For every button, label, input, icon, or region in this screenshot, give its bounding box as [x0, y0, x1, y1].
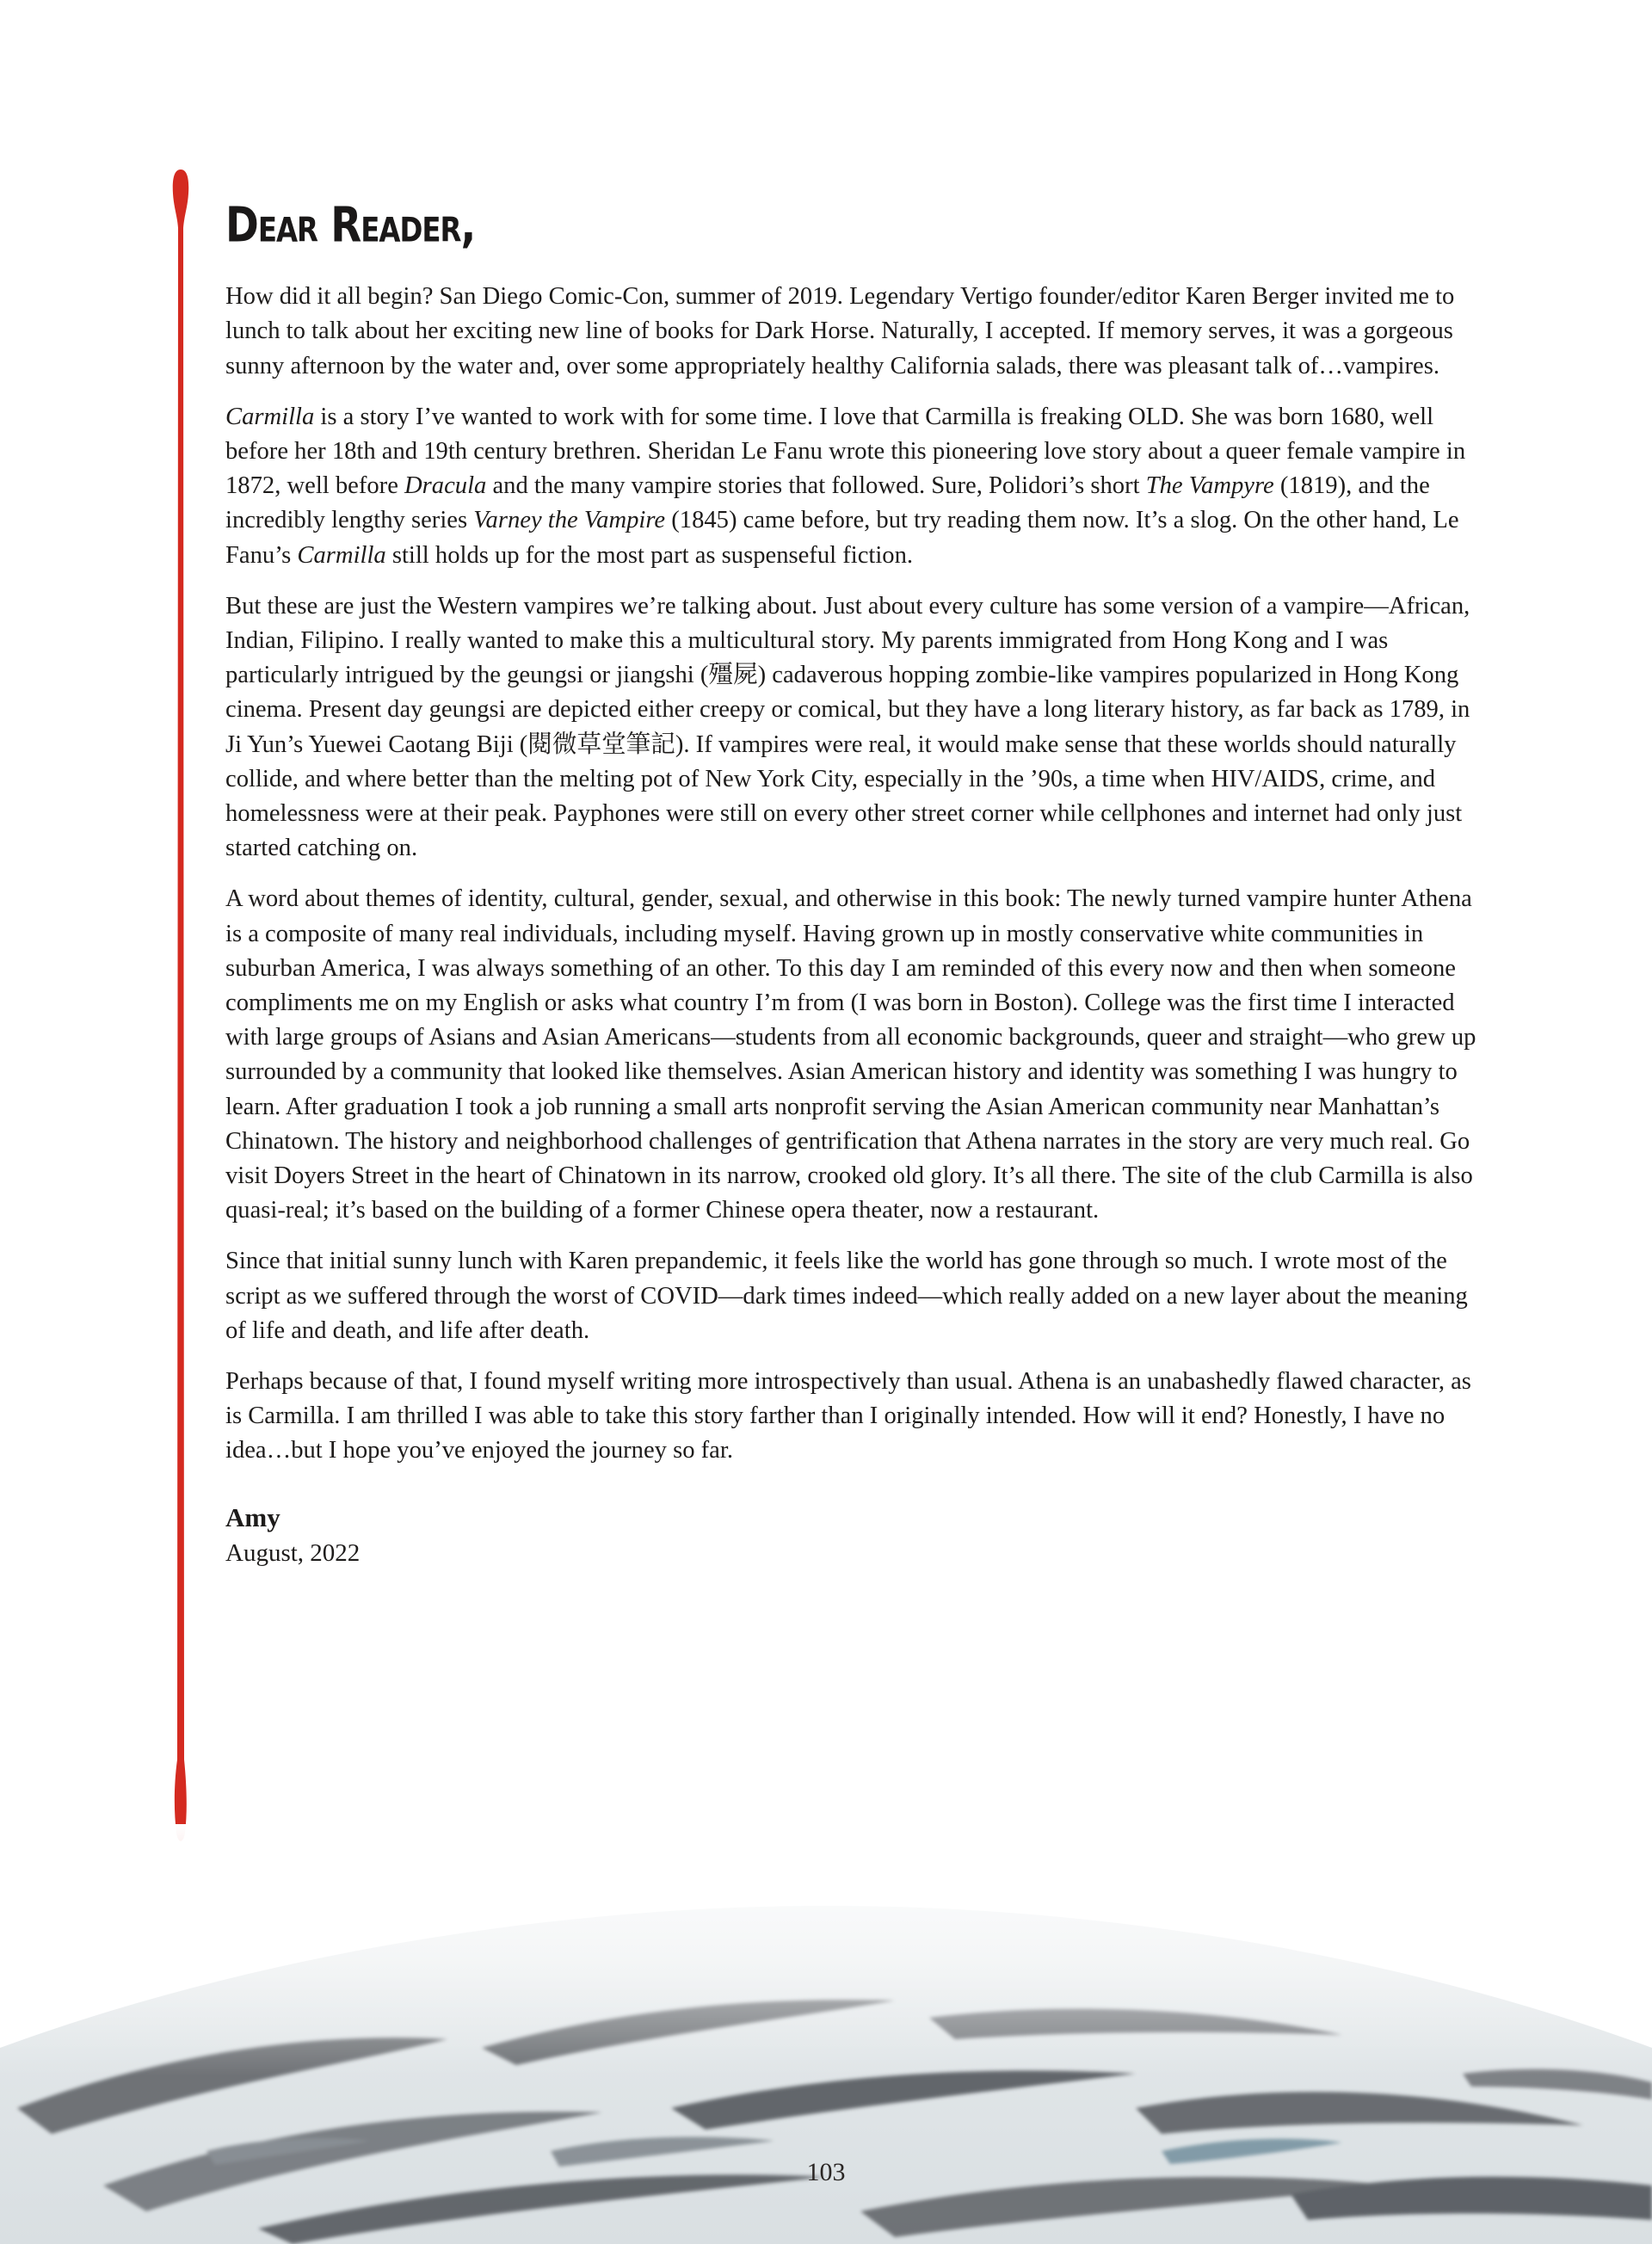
blood-drip-line	[163, 168, 198, 1846]
text-run: But these are just the Western vampires we’re talking about. Just about every culture has some version of a vampire—African, Indian, Filipino. I really wanted to make this a multicultural story. My parents immigrated from Hong Kong and I was particularly intrigued by the geungsi or jiangshi (殭屍) cadaverous hopping zombie-like vampires popularized in Hong Kong cinema. Present day geungsi are depicted either creepy or comical, but they have a long literary history, as far back as 1789, in Ji Yun’s Yuewei Caotang Biji (閱微草堂筆記). If vampires were real, it would make sense that these worlds should naturally collide, and where better than the melting pot of New York City, especially in the ’90s, a time when HIV/AIDS, crime, and homelessness were at their peak. Payphones were still on every other street corner while cellphones and internet had only just started catching on.	[225, 592, 1470, 862]
letter	[225, 197, 1480, 1570]
body-paragraph	[225, 1244, 1480, 1348]
letter-body	[225, 280, 1480, 1469]
text-run: and the many vampire stories that followed. Sure, Polidori’s short	[486, 472, 1146, 500]
text-run: (1845) came before, but try reading them now. It’s a slog. On the other hand, Le Fanu’s	[225, 507, 1459, 569]
text-run: Perhaps because of that, I found myself writing more introspectively than usual. Athena is an unabashedly flawed character, as is Carmilla. I am thrilled I was able to take this story farther than I originally intended. How will it end? Honestly, I have no idea…but I hope you’ve enjoyed the journey so far.	[225, 1368, 1471, 1464]
body-paragraph	[225, 882, 1480, 1228]
text-run: How did it all begin? San Diego Comic-Con, summer of 2019. Legendary Vertigo founder/editor Karen Berger invited me to lunch to talk about her exciting new line of books for Dark Horse. Naturally, I accepted. If memory serves, it was a gorgeous sunny afternoon by the water and, over some appropriately healthy California salads, there was pleasant talk of…vampires.	[225, 283, 1455, 379]
text-run: A word about themes of identity, cultural, gender, sexual, and otherwise in this book: The newly turned vampire hunter Athena is a composite of many real individuals, including myself. Having grown up in mostly conservative white communities in suburban America, I was always something of an other. To this day I am reminded of this every now and then when someone compliments me on my English or asks what country I’m from (I was born in Boston). College was the first time I interacted with large groups of Asians and Asian Americans—students from all economic backgrounds, queer and straight—who grew up surrounded by a community that looked like themselves. Asian American history and identity was something I was hungry to learn. After graduation I took a job running a small arts nonprofit serving the Asian American community near Manhattan’s Chinatown. The history and neighborhood challenges of gentrification that Athena narrates in the story are very much real. Go visit Doyers Street in the heart of Chinatown in its narrow, crooked old glory. It’s all there. The site of the club Carmilla is also quasi-real; it’s based on the building of a former Chinese opera theater, now a restaurant.	[225, 885, 1476, 1224]
text-run: Since that initial sunny lunch with Karen prepandemic, it feels like the world has gone through so much. I wrote most of the script as we suffered through the worst of COVID—dark times indeed—which really added on a new layer about the meaning of life and death, and life after death.	[225, 1248, 1468, 1344]
text-run: is a story I’ve wanted to work with for some time. I love that Carmilla is freaking OLD. She was born 1680, well before her 18th and 19th century brethren. Sheridan Le Fanu wrote this pioneering love story about a queer female vampire in 1872, well before	[225, 403, 1466, 500]
body-paragraph	[225, 400, 1480, 573]
body-paragraph	[225, 1365, 1480, 1469]
body-paragraph	[225, 589, 1480, 866]
signature	[225, 1500, 1480, 1570]
italic-title: The Vampyre	[1145, 472, 1274, 500]
letter-heading: Dear Reader,	[225, 197, 476, 254]
italic-title: Dracula	[404, 472, 487, 500]
italic-title: Varney the Vampire	[473, 507, 666, 534]
text-run: still holds up for the most part as suspenseful fiction.	[385, 541, 914, 569]
page-number: 103	[806, 2158, 846, 2186]
body-paragraph	[225, 280, 1480, 384]
signature-date: August, 2022	[225, 1538, 361, 1567]
signature-name: Amy	[225, 1501, 280, 1532]
italic-title: Carmilla	[297, 541, 386, 569]
italic-title: Carmilla	[225, 403, 315, 430]
text-run: (1819), and the incredibly lengthy series	[225, 472, 1430, 534]
